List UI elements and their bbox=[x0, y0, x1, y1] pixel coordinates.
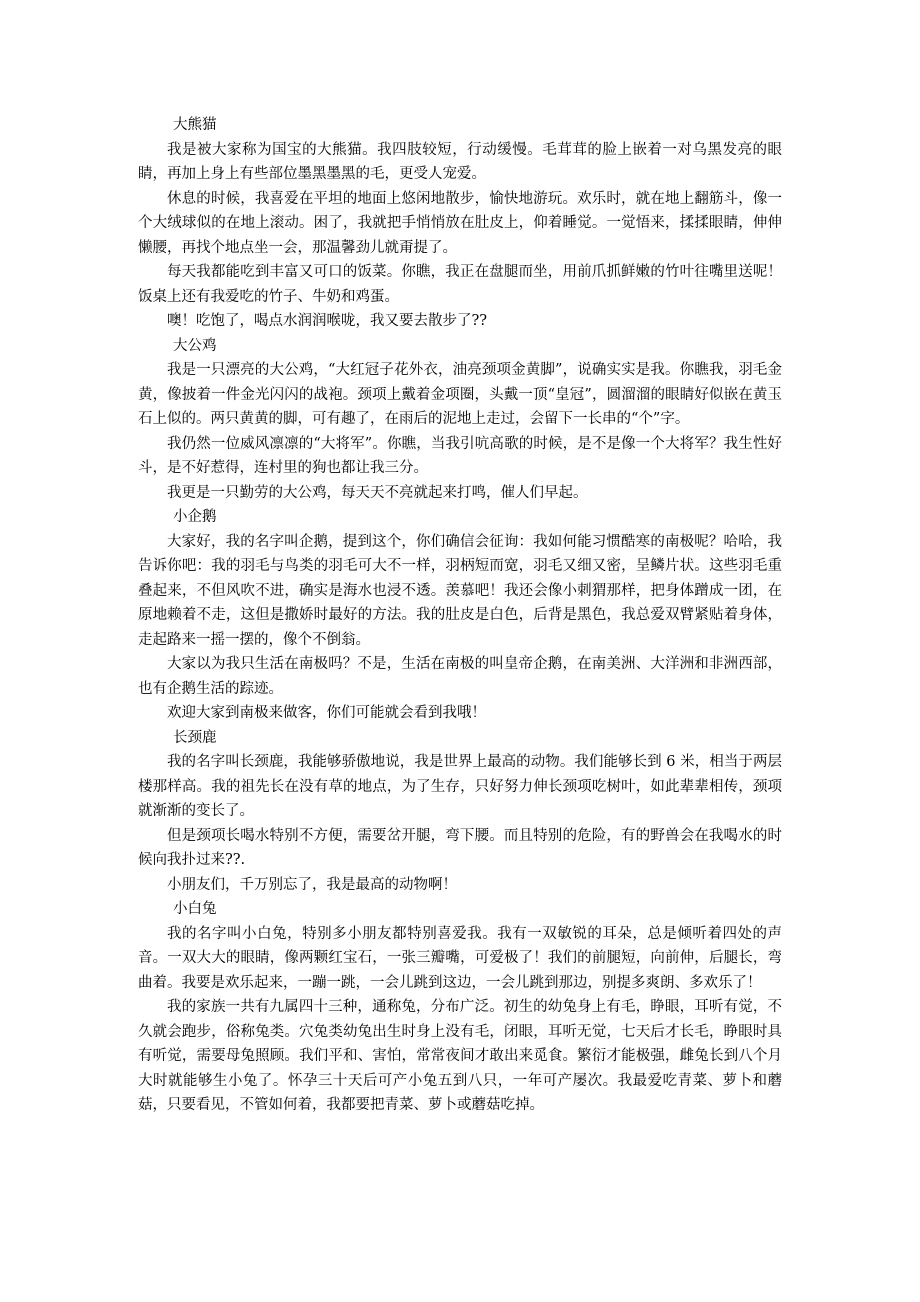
paragraph: 我仍然一位威风凛凛的“大将军”。你瞧，当我引吭高歌的时候，是不是像一个大将军？我生性好斗，是不好惹得，连村里的狗也都让我三分。 bbox=[138, 435, 782, 476]
paragraph: 小朋友们，千万别忘了，我是最高的动物啊！ bbox=[167, 876, 457, 893]
section-giant-panda bbox=[138, 113, 782, 334]
paragraph: 噢！吃饱了，喝点水润润喉咙，我又要去散步了?? bbox=[167, 313, 488, 329]
paragraph: 我是被大家称为国宝的大熊猫。我四肢较短，行动缓慢。毛茸茸的脸上嵌着一对乌黑发亮的眼睛，再加上身上有些部位墨黑墨黑的毛，更受人宠爱。 bbox=[138, 141, 782, 182]
paragraph: 我的家族一共有九属四十三种，通称兔，分布广泛。初生的幼兔身上有毛，睁眼，耳听有觉，不久就会跑步，俗称兔类。穴兔类幼兔出生时身上没有毛，闭眼，耳听无觉，七天后才长毛，睁眼时具有听觉，需要母兔照顾。我们平和、害怕，常常夜间才敢出来觅食。繁衍才能极强，雌兔长到八个月大时就能够生小兔了。怀孕三十天后可产小兔五到八只，一年可产屡次。我最爱吃青菜、萝卜和蘑菇，只要看见，不管如何着，我都要把青菜、萝卜或蘑菇吃掉。 bbox=[138, 999, 782, 1113]
section-giraffe bbox=[138, 726, 782, 898]
section-title: 小企鹅 bbox=[173, 509, 217, 525]
paragraph: 休息的时候，我喜爱在平坦的地面上悠闲地散步，愉快地游玩。欢乐时，就在地上翻筋斗，像一个大绒球似的在地上滚动。困了，我就把手悄悄放在肚皮上，仰着睡觉。一觉悟来，揉揉眼睛，伸伸懒腰，再找个地点坐一会，那温馨劲儿就甭提了。 bbox=[138, 190, 782, 256]
paragraph: 大家以为我只生活在南极吗？不是，生活在南极的叫皇帝企鹅，在南美洲、大洋洲和非洲西部，也有企鹅生活的踪迹。 bbox=[138, 656, 782, 697]
paragraph: 但是颈项长喝水特别不方便，需要岔开腿，弯下腰。而且特别的危险，有的野兽会在我喝水的时候向我扑过来??. bbox=[138, 827, 782, 868]
paragraph: 每天我都能吃到丰富又可口的饭菜。你瞧，我正在盘腿而坐，用前爪抓鲜嫩的竹叶往嘴里送呢！饭桌上还有我爱吃的竹子、牛奶和鸡蛋。 bbox=[138, 264, 782, 305]
section-title: 长颈鹿 bbox=[173, 729, 217, 746]
section-title: 大熊猫 bbox=[173, 117, 217, 133]
paragraph: 欢迎大家到南极来做客，你们可能就会看到我哦！ bbox=[167, 705, 486, 721]
section-penguin bbox=[138, 505, 782, 726]
paragraph: 我是一只漂亮的大公鸡，“大红冠子花外衣，油亮颈项金黄脚”，说确实实是我。你瞧我，羽毛金黄，像披着一件金光闪闪的战袍。颈项上戴着金项圈，头戴一顶“皇冠”，圆溜溜的眼睛好似嵌在黄玉石上似的。两只黄黄的脚，可有趣了，在雨后的泥地上走过，会留下一长串的“个”字。 bbox=[138, 362, 782, 427]
paragraph: 我的名字叫小白兔，特别多小朋友都特别喜爱我。我有一双敏锐的耳朵，总是倾听着四处的声音。一双大大的眼睛，像两颗红宝石，一张三瓣嘴，可爱极了！我们的前腿短，向前伸，后腿长，弯曲着。我要是欢乐起来，一蹦一跳，一会儿跳到这边，一会儿跳到那边，别提多爽朗、多欢乐了！ bbox=[138, 925, 782, 991]
section-rooster bbox=[138, 334, 782, 506]
paragraph: 我更是一只勤劳的大公鸡，每天天不亮就起来打鸣，催人们早起。 bbox=[167, 484, 588, 501]
section-title: 大公鸡 bbox=[173, 337, 217, 354]
section-title: 小白兔 bbox=[173, 901, 217, 917]
paragraph: 我的名字叫长颈鹿，我能够骄傲地说，我是世界上最高的动物。我们能够长到 6 米，相当于两层楼那样高。我的祖先长在没有草的地点，为了生存，只好努力伸长颈项吃树叶，如此辈辈相传，颈项就渐渐的变长了。 bbox=[138, 754, 782, 819]
section-white-rabbit bbox=[138, 897, 782, 1118]
paragraph: 大家好，我的名字叫企鹅，提到这个，你们确信会征询：我如何能习惯酷寒的南极呢？哈哈，我告诉你吧：我的羽毛与鸟类的羽毛可大不一样，羽柄短而宽，羽毛又细又密，呈鳞片状。这些羽毛重叠起来，不但风吹不进，确实是海水也浸不透。羡慕吧！我还会像小刺猬那样，把身体蹭成一团，在原地赖着不走，这但是撒娇时最好的方法。我的肚皮是白色，后背是黑色，我总爱双臂紧贴着身体，走起路来一摇一摆的，像个不倒翁。 bbox=[138, 533, 782, 648]
